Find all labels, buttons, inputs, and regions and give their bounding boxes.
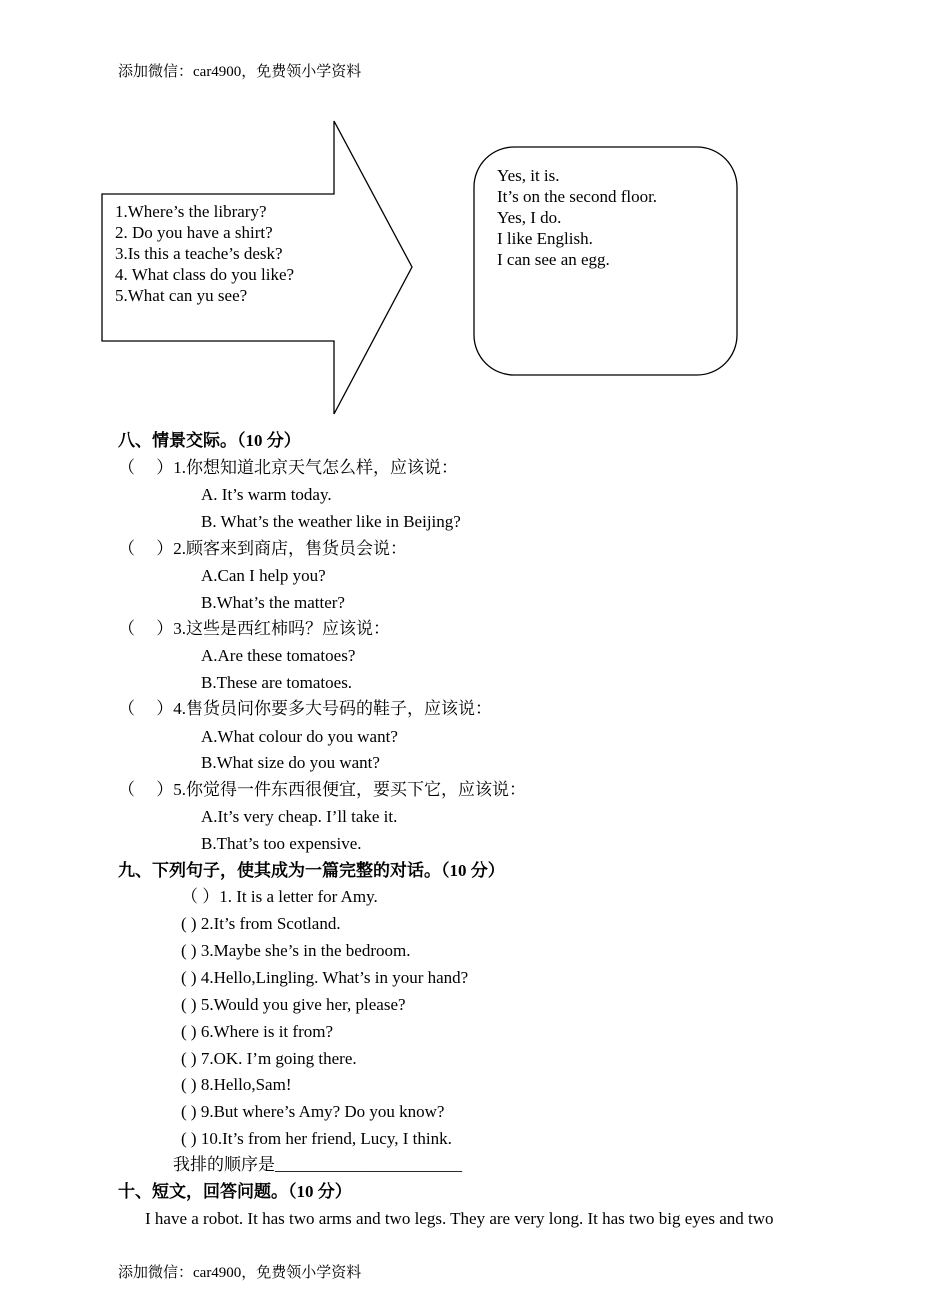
answer-item: It’s on the second floor. xyxy=(497,187,658,206)
s8-option-a: A.Are these tomatoes? xyxy=(201,646,356,665)
question-item: 3.Is this a teache’s desk? xyxy=(115,244,283,263)
s8-option-a: A.What colour do you want? xyxy=(201,727,398,746)
s9-sentence: ( ) 2.It’s from Scotland. xyxy=(181,914,341,933)
s9-sentence: ( ) 8.Hello,Sam! xyxy=(181,1075,292,1094)
s9-sentence: （ ）1. It is a letter for Amy. xyxy=(181,887,378,906)
s8-option-b: B.These are tomatoes. xyxy=(201,673,353,692)
s9-sentence: ( ) 5.Would you give her, please? xyxy=(181,995,406,1014)
question-item: 2. Do you have a shirt? xyxy=(115,223,273,242)
s8-option-a: A. It’s warm today. xyxy=(201,485,332,504)
s8-option-a: A.Can I help you? xyxy=(201,566,326,585)
s8-option-a: A.It’s very cheap. I’ll take it. xyxy=(201,807,398,826)
s9-sentence: ( ) 6.Where is it from? xyxy=(181,1022,333,1041)
section8-title: 八、情景交际。（10 分） xyxy=(118,431,301,450)
question-item: 5.What can yu see? xyxy=(115,286,248,305)
reading-passage: I have a robot. It has two arms and two legs. They are very long. It has two big eyes and two xyxy=(145,1209,774,1228)
section10-title: 十、短文，回答问题。（10 分） xyxy=(118,1182,352,1201)
s9-sentence: ( ) 7.OK. I’m going there. xyxy=(181,1049,357,1068)
s8-question: （ ）5.你觉得一件东西很便宜，要买下它，应该说： xyxy=(118,780,526,799)
s8-question: （ ）4.售货员问你要多大号码的鞋子，应该说： xyxy=(118,699,492,718)
s8-option-b: B.What size do you want? xyxy=(201,753,380,772)
section9-title: 九、下列句子，使其成为一篇完整的对话。（10 分） xyxy=(118,861,505,880)
s8-option-b: B.What’s the matter? xyxy=(201,593,345,612)
order-answer-line: 我排的顺序是______________________ xyxy=(173,1155,462,1174)
s9-sentence: ( ) 4.Hello,Lingling. What’s in your hand? xyxy=(181,968,469,987)
s8-question: （ ）1.你想知道北京天气怎么样，应该说： xyxy=(118,458,458,477)
answer-item: I like English. xyxy=(497,229,593,248)
footer-note: 添加微信：car4900，免费领小学资料 xyxy=(118,1265,362,1281)
s9-sentence: ( ) 3.Maybe she’s in the bedroom. xyxy=(181,941,411,960)
answer-item: Yes, it is. xyxy=(497,166,560,185)
header-note: 添加微信：car4900，免费领小学资料 xyxy=(118,64,362,80)
s9-sentence: ( ) 10.It’s from her friend, Lucy, I think. xyxy=(181,1129,452,1148)
answer-item: Yes, I do. xyxy=(497,208,562,227)
question-list xyxy=(115,201,294,306)
s8-question: （ ）3.这些是西红柿吗？应该说： xyxy=(118,619,390,638)
s8-question: （ ）2.顾客来到商店，售货员会说： xyxy=(118,539,407,558)
answer-item: I can see an egg. xyxy=(497,250,610,269)
s9-sentence: ( ) 9.But where’s Amy? Do you know? xyxy=(181,1102,445,1121)
question-item: 1.Where’s the library? xyxy=(115,202,267,221)
question-item: 4. What class do you like? xyxy=(115,265,295,284)
answer-list xyxy=(497,165,657,270)
s8-option-b: B. What’s the weather like in Beijing? xyxy=(201,512,461,531)
s8-option-b: B.That’s too expensive. xyxy=(201,834,362,853)
